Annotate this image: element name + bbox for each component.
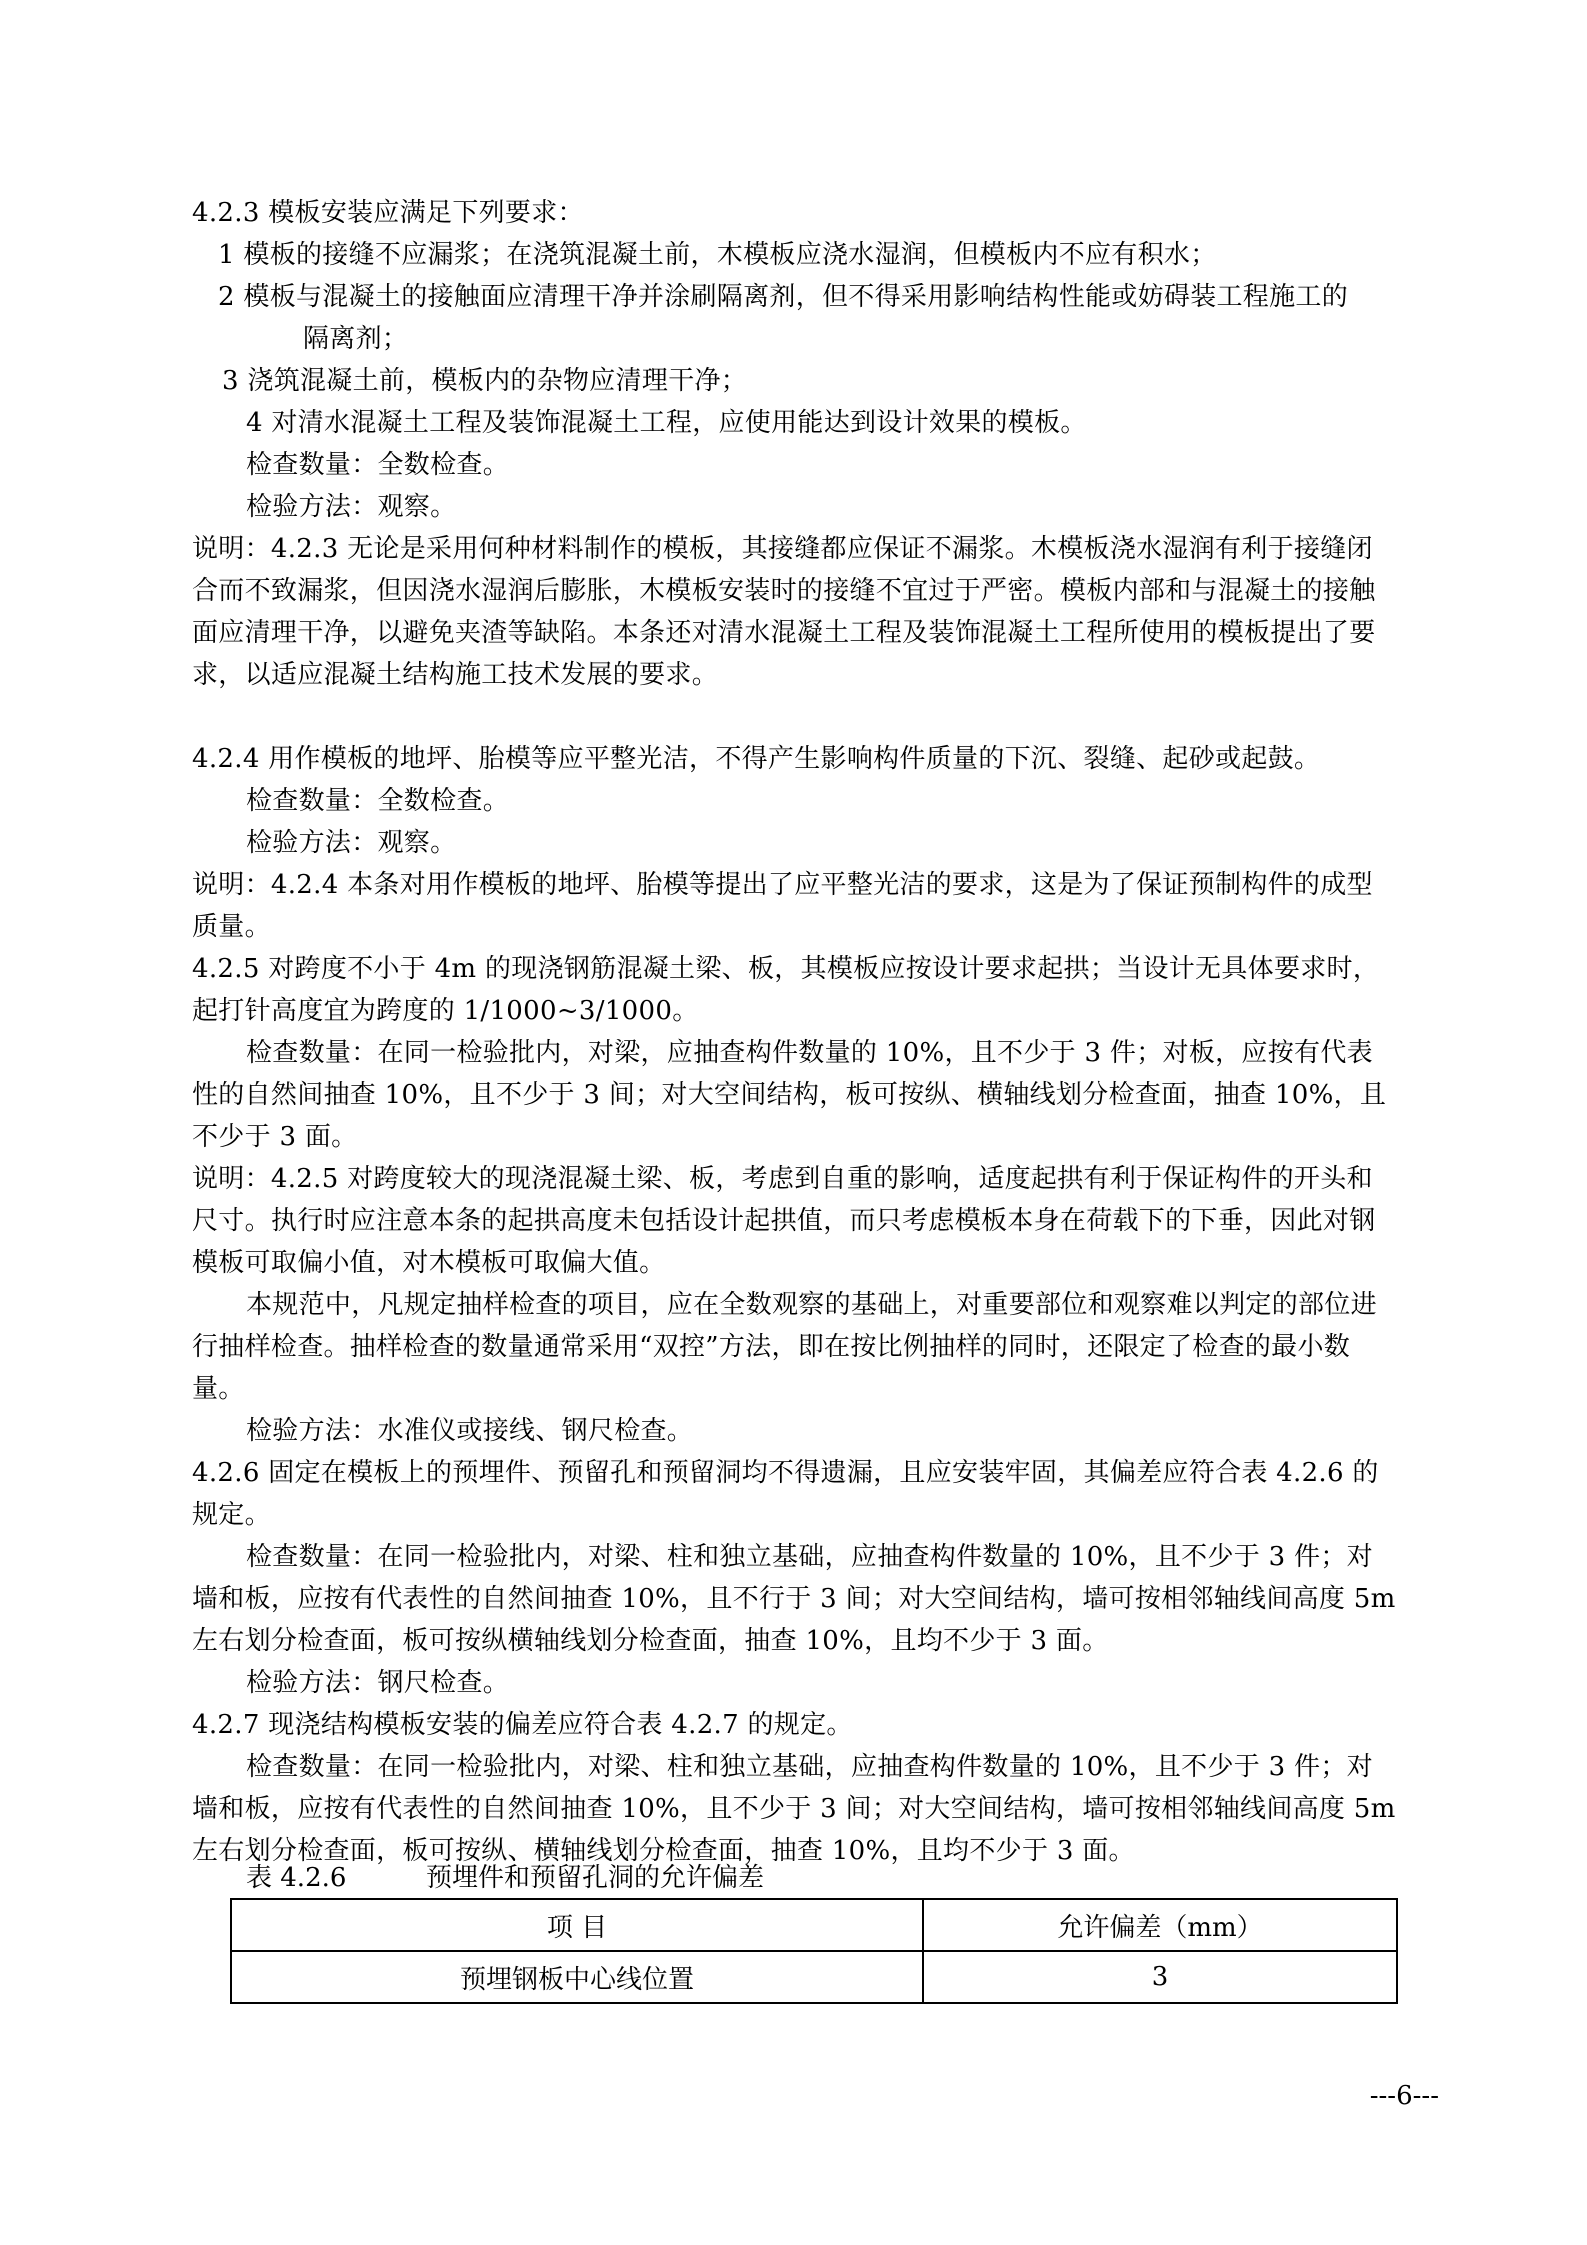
header-item: 项 目	[231, 1899, 923, 1951]
clause-4-2-5: 起打针高度宜为跨度的 1/1000~3/1000。	[192, 996, 699, 1026]
page-number: ---6---	[1369, 2081, 1439, 2111]
inspection-quantity: 墙和板，应按有代表性的自然间抽查 10%，且不行于 3 间；对大空间结构，墙可按相邻轴线间高度 5m	[192, 1584, 1396, 1614]
note-4-2-3: 合而不致漏浆，但因浇水湿润后膨胀，木模板安装时的接缝不宜过于严密。模板内部和与混凝土的接触	[192, 576, 1376, 606]
inspection-quantity: 检查数量：全数检查。	[246, 450, 510, 480]
header-tolerance: 允许偏差（mm）	[923, 1899, 1397, 1951]
clause-4-2-6: 4.2.6 固定在模板上的预埋件、预留孔和预留洞均不得遗漏，且应安装牢固，其偏差应符合表 4.2.6 的	[192, 1458, 1379, 1488]
table-row	[231, 1951, 1397, 2003]
note-4-2-3: 求，以适应混凝土结构施工技术发展的要求。	[192, 660, 719, 690]
clause-4-2-5: 4.2.5 对跨度不小于 4m 的现浇钢筋混凝土梁、板，其模板应按设计要求起拱；当设计无具体要求时，	[192, 954, 1380, 984]
inspection-quantity: 墙和板，应按有代表性的自然间抽查 10%，且不少于 3 间；对大空间结构，墙可按相邻轴线间高度 5m	[192, 1794, 1396, 1824]
note-4-2-5: 尺寸。执行时应注意本条的起拱高度未包括设计起拱值，而只考虑模板本身在荷载下的下垂，因此对钢	[192, 1206, 1376, 1236]
inspection-quantity: 检查数量：在同一检验批内，对梁、柱和独立基础，应抽查构件数量的 10%，且不少于 3 件；对	[246, 1542, 1373, 1572]
inspection-quantity: 性的自然间抽查 10%，且不少于 3 间；对大空间结构，板可按纵、横轴线划分检查面，抽查 10%，且	[192, 1080, 1387, 1110]
table-header-row	[231, 1899, 1397, 1951]
note-4-2-3: 说明：4.2.3 无论是采用何种材料制作的模板，其接缝都应保证不漏浆。木模板浇水湿润有利于接缝闭	[192, 534, 1373, 564]
note-sampling: 本规范中，凡规定抽样检查的项目，应在全数观察的基础上，对重要部位和观察难以判定的部位进	[246, 1290, 1377, 1320]
clause-4-2-3-heading: 4.2.3 模板安装应满足下列要求：	[192, 198, 584, 228]
clause-4-2-3-item-2: 2 模板与混凝土的接触面应清理干净并涂刷隔离剂，但不得采用影响结构性能或妨碍装工程施工的	[218, 282, 1349, 312]
note-4-2-4: 质量。	[192, 912, 271, 942]
clause-4-2-3-item-2-cont: 隔离剂；	[303, 324, 409, 354]
inspection-quantity: 左右划分检查面，板可按纵横轴线划分检查面，抽查 10%，且均不少于 3 面。	[192, 1626, 1109, 1656]
note-4-2-5: 说明：4.2.5 对跨度较大的现浇混凝土梁、板，考虑到自重的影响，适度起拱有利于保证构件的开头和	[192, 1164, 1373, 1194]
clause-4-2-4: 4.2.4 用作模板的地坪、胎模等应平整光洁，不得产生影响构件质量的下沉、裂缝、起砂或起鼓。	[192, 744, 1321, 774]
clause-4-2-3-item-1: 1 模板的接缝不应漏浆；在浇筑混凝土前，木模板应浇水湿润，但模板内不应有积水；	[218, 240, 1217, 270]
inspection-quantity: 左右划分检查面，板可按纵、横轴线划分检查面，抽查 10%，且均不少于 3 面。	[192, 1836, 1135, 1866]
inspection-method: 检验方法：观察。	[246, 492, 457, 522]
clause-4-2-6: 规定。	[192, 1500, 271, 1530]
note-4-2-5: 模板可取偏小值，对木模板可取偏大值。	[192, 1248, 666, 1278]
inspection-quantity: 检查数量：全数检查。	[246, 786, 510, 816]
note-4-2-4: 说明：4.2.4 本条对用作模板的地坪、胎模等提出了应平整光洁的要求，这是为了保证预制构件的成型	[192, 870, 1373, 900]
inspection-method: 检验方法：钢尺检查。	[246, 1668, 510, 1698]
note-4-2-3: 面应清理干净，以避免夹渣等缺陷。本条还对清水混凝土工程及装饰混凝土工程所使用的模板提出了要	[192, 618, 1376, 648]
tolerance-table	[230, 1898, 1398, 2004]
cell-tolerance: 3	[923, 1951, 1397, 2003]
inspection-method: 检验方法：观察。	[246, 828, 457, 858]
note-sampling: 量。	[192, 1374, 245, 1404]
clause-4-2-7: 4.2.7 现浇结构模板安装的偏差应符合表 4.2.7 的规定。	[192, 1710, 853, 1740]
note-sampling: 行抽样检查。抽样检查的数量通常采用“双控”方法，即在按比例抽样的同时，还限定了检查的最小数	[192, 1332, 1351, 1362]
inspection-method: 检验方法：水准仪或接线、钢尺检查。	[246, 1416, 694, 1446]
inspection-quantity: 检查数量：在同一检验批内，对梁、柱和独立基础，应抽查构件数量的 10%，且不少于 3 件；对	[246, 1752, 1373, 1782]
table-number: 表 4.2.6	[246, 1863, 347, 1893]
table-title: 预埋件和预留孔洞的允许偏差	[426, 1863, 765, 1893]
inspection-quantity: 不少于 3 面。	[192, 1122, 358, 1152]
clause-4-2-3-item-3: 3 浇筑混凝土前，模板内的杂物应清理干净；	[222, 366, 748, 396]
inspection-quantity: 检查数量：在同一检验批内，对梁，应抽查构件数量的 10%，且不少于 3 件；对板，应按有代表	[246, 1038, 1373, 1068]
table-caption	[246, 1860, 946, 1896]
clause-4-2-3-item-4: 4 对清水混凝土工程及装饰混凝土工程，应使用能达到设计效果的模板。	[246, 408, 1087, 438]
cell-item: 预埋钢板中心线位置	[231, 1951, 923, 2003]
